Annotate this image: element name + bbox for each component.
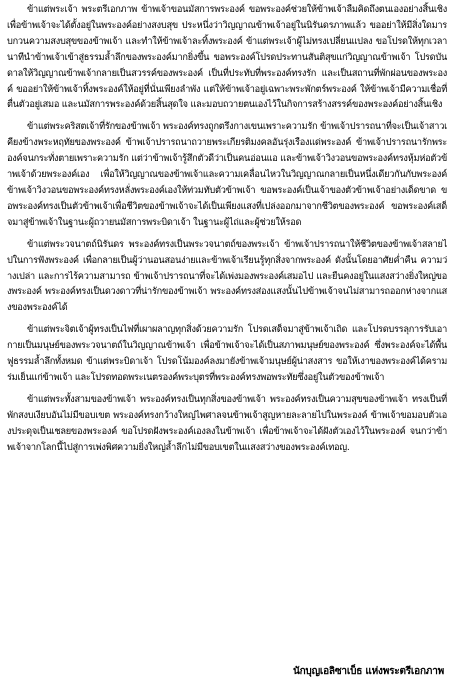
- paragraph-christ: ข้าแต่พระคริสตเจ้าที่รักของข้าพเจ้า พระองค์ทรงถูกตรึงกางเขนเพราะความรัก ข้าพเจ้าปรารถนาที่จะเป็นเจ้าสาวเคียงข้างพระหฤทัยของพระองค์ ข้าพเจ้าปรารถนาถวายพระเกียรติมงคลอันรุ่งเรืองแด่พระองค์ ข้าพเจ้าปรารถนารักพระองค์จนกระทั่งตายเพราะความรัก แต่ว่าข้าพเจ้ารู้สึกตัวดีว่าเป็นคนอ่อนแอ และข้าพเจ้าวิงวอนขอพระองค์ทรงหุ้มห่อตัวข้าพเจ้าด้วยพระองค์เอง เพื่อให้วิญญาณของข้าพเจ้าและความเคลื่อนไหวในวิญญาณกลายเป็นหนึ่งเดียวกันกับพระองค์ ข้าพเจ้าวิงวอนขอพระองค์ทรงหลั่งพระองค์เองให้ท่วมทับตัวข้าพเจ้า ขอพระองค์เป็นเจ้าของตัวข้าพเจ้าอย่างเด็ดขาด ขอพระองค์ทรงเป็นตัวข้าพเจ้าเพื่อชีวิตของข้าพเจ้าจะได้เป็นเพียงแสงที่เปล่งออกมาจากชีวิตของพระองค์ ขอพระองค์เสด็จมาสู่ข้าพเจ้าในฐานะผู้ถวายนมัสการพระบิดาเจ้า ในฐานะผู้ไถ่และผู้ช่วยให้รอด: [7, 121, 447, 228]
- paragraph-three: ข้าแต่พระทั้งสามของข้าพเจ้า พระองค์ทรงเป็นทุกสิ่งของข้าพเจ้า พระองค์ทรงเป็นความสุขของข้าพเจ้า ทรงเป็นที่พักสงบเงียบอันไม่มีขอบเขต พระองค์ทรงกว้างใหญ่ไพศาลจนข้าพเจ้าสูญหายละลายไปในพระองค์ ข้าพเจ้าขอมอบตัวเองประดุจเป็นเชลยของพระองค์ ขอโปรดฝังพระองค์เองลงในข้าพเจ้า เพื่อข้าพเจ้าจะได้ฝังตัวเองไว้ในพระองค์ จนกว่าข้าพเจ้าจากโลกนี้ไปสู่การเพ่งพิศความยิ่งใหญ่ล้ำลึกไม่มีขอบเขตในแสงสว่างของพระองค์เทอญ.: [7, 393, 447, 453]
- paragraph-word: ข้าแต่พระวจนาตถ์นิรันดร พระองค์ทรงเป็นพระวจนาตถ์ของพระเจ้า ข้าพเจ้าปรารถนาให้ชีวิตของข้าพเจ้าสลายไปในการฟังพระองค์ เพื่อกลายเป็นผู้ว่านอนสอนง่ายและข้าพเจ้าเรียนรู้ทุกสิ่งจากพระองค์ ดังนั้นโดยอาศัยค่ำคืน ความว่างเปล่า และการไร้ความสามารถ ข้าพเจ้าปรารถนาที่จะได้เพ่งมองพระองค์เสมอไป และยืนคงอยู่ในแสงสว่างยิ่งใหญ่ของพระองค์ พระองค์ทรงเป็นดวงดาวที่น่ารักของข้าพเจ้า พระองค์ทรงส่องแสงนั้นไปข้าพเจ้าจนไม่สามารถออกห่างจากแสงของพระองค์ได้: [7, 238, 447, 314]
- paragraph-holy-spirit: ข้าแต่พระจิตเจ้าผู้ทรงเป็นไฟที่เผาผลาญทุกสิ่งด้วยความรัก โปรดเสด็จมาสู่ข้าพเจ้าเถิด และโปรดบรรลุการรับเอากายเป็นมนุษย์ของพระวจนาตถ์ในวิญญาณข้าพเจ้า เพื่อข้าพเจ้าจะได้เป็นสภาพมนุษย์ของพระองค์ ซึ่งพระองค์จะได้พื้นฟูธรรมล้ำลึกทั้งหมด ข้าแต่พระบิดาเจ้า โปรดโน้มองค์ลงมายังข้าพเจ้ามนุษย์ผู้น่าสงสาร ขอให้เงาของพระองค์ได้ครามร่มเย็นแก่ข้าพเจ้า และโปรดทอดพระเนตรองค์พระบุตรที่พระองค์ทรงพอพระทัยซึ่งอยู่ในตัวของข้าพเจ้า: [7, 324, 447, 383]
- paragraph-trinity: ข้าแต่พระเจ้า พระตรีเอกภาพ ข้าพเจ้าขอนมัสการพระองค์ ขอพระองค์ช่วยให้ข้าพเจ้าลืมคิดถึงตนเองอย่างสิ้นเชิง เพื่อข้าพเจ้าจะได้ตั้งอยู่ในพระองค์อย่างสงบสุข ประหนึ่งว่าวิญญาณข้าพเจ้าอยู่ในนิรันดรภาพแล้ว ขออย่าให้มีสิ่งใดมารบกวนความสงบสุขของข้าพเจ้า และทำให้ข้าพเจ้าละทิ้งพระองค์ ข้าแต่พระเจ้าผู้ไม่ทรงเปลี่ยนแปลง ขอโปรดให้ทุกเวลานาทีนำข้าพเจ้าเข้าสู่ธรรมล้ำลึกของพระองค์มากยิ่งขึ้น ขอพระองค์โปรดประทานสันติสุขแก่วิญญาณข้าพเจ้า โปรดบันดาลให้วิญญาณข้าพเจ้ากลายเป็นสวรรค์ของพระองค์ เป็นที่ประทับที่พระองค์ทรงรัก และเป็นสถานที่พักผ่อนของพระองค์ ขออย่าให้ข้าพเจ้าทิ้งพระองค์ให้อยู่ที่นั่นเพียงลำพัง แต่ให้ข้าพเจ้าอยู่เฉพาะพระพักตร์พระองค์ ให้ข้าพเจ้ามีความเชื่อที่ตื่นตัวอยู่เสมอ และนมัสการพระองค์ด้วยสิ้นสุดใจ และมอบถวายตนเองไว้ในกิจการสร้างสรรค์ของพระองค์อย่างสิ้นเชิง: [7, 4, 447, 111]
- author-signature: นักบุญเอลิซาเบ็ธ แห่งพระตรีเอกภาพ: [292, 666, 444, 677]
